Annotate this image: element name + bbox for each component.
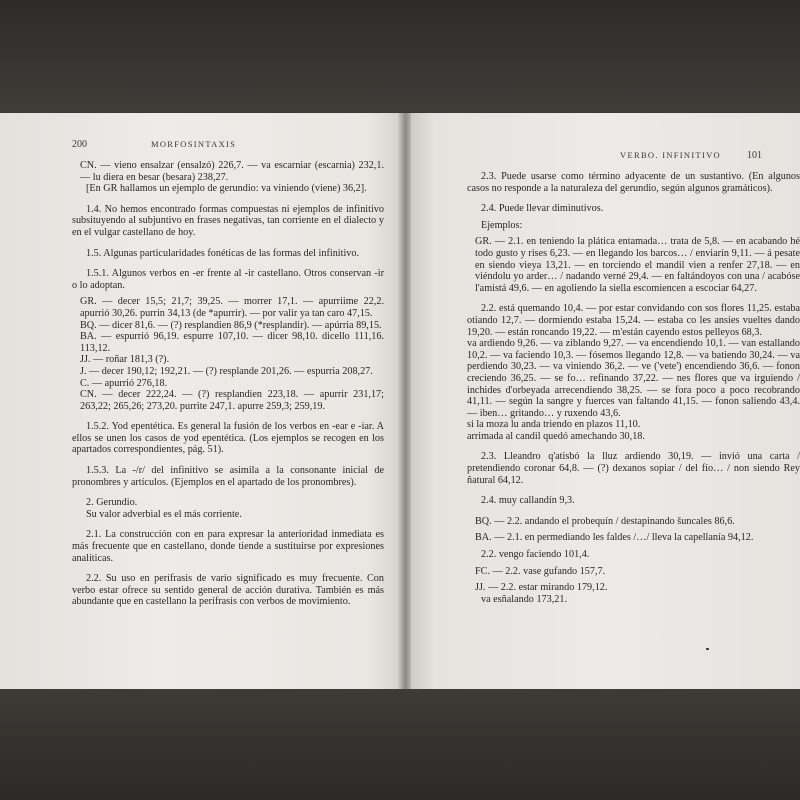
right-running-header bbox=[467, 150, 800, 161]
paragraph: 2.4. muy callandín 9,3. bbox=[481, 495, 575, 507]
paragraph: BA. — espurrió 96,19. espurre 107,10. — dicer 98,10. dicello 111,16. 113,12. bbox=[80, 331, 384, 354]
paragraph: 1.5.1. Algunos verbos en -er frente al -ir castellano. Otros conservan -ir o lo adoptan. bbox=[72, 268, 384, 291]
paragraph: Su valor adverbial es el más corriente. bbox=[86, 508, 242, 520]
right-running-head-title: VERBO. INFINITIVO bbox=[620, 150, 721, 160]
paragraph: BA. — 2.1. en permediando les faldes /…/ lleva la capellanía 94,12. bbox=[475, 532, 754, 544]
paragraph: 1.4. No hemos encontrado formas compuestas ni ejemplos de infinitivo subsituyendo al subjuntivo en frases negativas, tan corriente en el dialecto y en el vulgar castellano de hoy. bbox=[72, 203, 384, 238]
paragraph: 2.2. vengo faciendo 101,4. bbox=[481, 549, 590, 561]
paragraph: 2.2. está quemando 10,4. — por estar convidando con sos flores 11,25. estaba otiando 12,7. — dormiendo estaba 15,24. — estaba co les ansies vueltes dando 19,20. — están roncando 19,22. — m'están cayendo estos pelleyos 68,3. bbox=[467, 303, 800, 338]
paragraph: J. — decer 190,12; 192,21. — (?) resplande 201,26. — espurria 208,27. bbox=[80, 365, 373, 377]
paragraph: 2.3. Puede usarse como término adyacente de un sustantivo. (En algunos casos no responde a la naturaleza del gerundio, según algunos gramáticos). bbox=[467, 171, 800, 194]
paragraph: va ardiendo 9,26. — va ziblando 9,27. — va encendiendo 10,1. — van estallando 10,2. — va faciendo 10,3. — fósemos llegando 12,8. — va batiendo 30,24. — va perdiendo 30,23. — va viniendo 36,2. — ve ('vete') encendiendo 36,6. — fonon creciendo 36,25. — se fo… refinando 37,22. — nes flores que va irguiendo / inchides d'orbeyada arrecendiendo 38,25. — se fora poco a poco recobrando 41,11. — según la sangre y fuerces van faltando 41,15. — fonon saliendo 43,4. — iben… gritando… y ruxendo 43,6. bbox=[467, 338, 800, 419]
left-running-head-title: MORFOSINTAXIS bbox=[151, 139, 237, 149]
background-bottom bbox=[0, 688, 800, 800]
paragraph: C. — apurrió 276,18. bbox=[80, 377, 168, 389]
paragraph: CN. — vieno ensalzar (ensalzó) 226,7. — va escarniar (escarnia) 232,1. — lu diera en besar (besara) 238,27. bbox=[80, 160, 384, 183]
paragraph: [En GR hallamos un ejemplo de gerundio: va viniendo (viene) 36,2]. bbox=[86, 183, 367, 195]
paragraph: CN. — decer 222,24. — (?) resplandien 223,18. — apurrir 231,17; 263,22; 265,26; 273,20. purrite 247,1. apurre 259,3; 259,19. bbox=[80, 389, 384, 412]
left-running-header bbox=[72, 139, 384, 150]
paragraph: FC. — 2.2. vase gufando 157,7. bbox=[475, 565, 606, 577]
paragraph: Ejemplos: bbox=[481, 219, 523, 231]
paragraph: GR. — 2.1. en teniendo la plática entamada… trata de 5,8. — en acabando hé todo gusto y rises 6,23. — en llegando los barcos… / enviarín 9,11. — á pesate en siendo vieya 13,21. — en torciendo el mandil vien a renfer 27,18. — en viéndolu yo arder… / nadando verné 29,4. — en faltándoyos con una / acabóse l'amistá 49,6. — en agoliendo la siella escomiencen a escociar 64,27. bbox=[475, 236, 800, 294]
paragraph: arrimada al candil quedó amechando 30,18. bbox=[467, 430, 645, 442]
paragraph: 1.5.3. La -/r/ del infinitivo se asimila a la consonante inicial de pronombres y artículos. (Ejemplos en el apartado de los pronombres). bbox=[72, 465, 384, 488]
section-heading: 2. Gerundio. bbox=[86, 497, 138, 509]
left-page-number: 200 bbox=[72, 139, 87, 150]
right-page-number: 101 bbox=[747, 150, 762, 161]
background-top bbox=[0, 0, 800, 112]
paragraph: va esñalando 173,21. bbox=[481, 593, 568, 605]
paragraph: 2.2. Su uso en perífrasis de vario significado es muy frecuente. Con verbo estar ofrece su sentido general de acción durativa. También es más abundante que en castellano la perífrasis con verbos de movimiento. bbox=[72, 573, 384, 608]
paragraph: 1.5.2. Yod epentética. Es general la fusión de los verbos en -ear e -iar. A ellos se unen los casos de yod epentética. (Los ejemplos se recogen en los apartados correspondientes, pág. 51). bbox=[72, 421, 384, 456]
paragraph: 1.5. Algunas particularidades fonéticas de las formas del infinitivo. bbox=[86, 247, 360, 259]
paragraph: 2.3. Lleandro q'atisbó la lluz ardiendo 30,19. — invió una carta / pretendiendo coronar 64,8. — (?) dexanos sopiar / del fío… / non siendo Rey ñatural 64,12. bbox=[467, 451, 800, 486]
paragraph: GR. — decer 15,5; 21,7; 39,25. — morrer 17,1. — apurriime 22,2. apurrió 30,26. purrin 34,13 (de *apurrir). — por valir ya tan caro 47,15. bbox=[80, 296, 384, 319]
paragraph: si la moza lu anda triendo en plazos 11,10. bbox=[467, 419, 641, 431]
paragraph: JJ. — roñar 181,3 (?). bbox=[80, 354, 170, 366]
paragraph: JJ. — 2.2. estar mirando 179,12. bbox=[475, 582, 608, 594]
paragraph: BQ. — dicer 81,6. — (?) resplandien 86,9 (*resplandir). — apúrria 89,15. bbox=[80, 319, 382, 331]
printed-dot bbox=[706, 648, 709, 650]
left-page bbox=[0, 113, 400, 689]
right-page bbox=[411, 113, 800, 689]
paragraph: 2.1. La construcción con en para expresar la anterioridad inmediata es más frecuente que en castellano, donde tiende a sustituirse por expresiones analíticas. bbox=[72, 529, 384, 564]
paragraph: BQ. — 2.2. andando el probequín / destapinando šuncales 86,6. bbox=[475, 515, 735, 527]
paragraph: 2.4. Puede llevar diminutivos. bbox=[481, 203, 604, 215]
